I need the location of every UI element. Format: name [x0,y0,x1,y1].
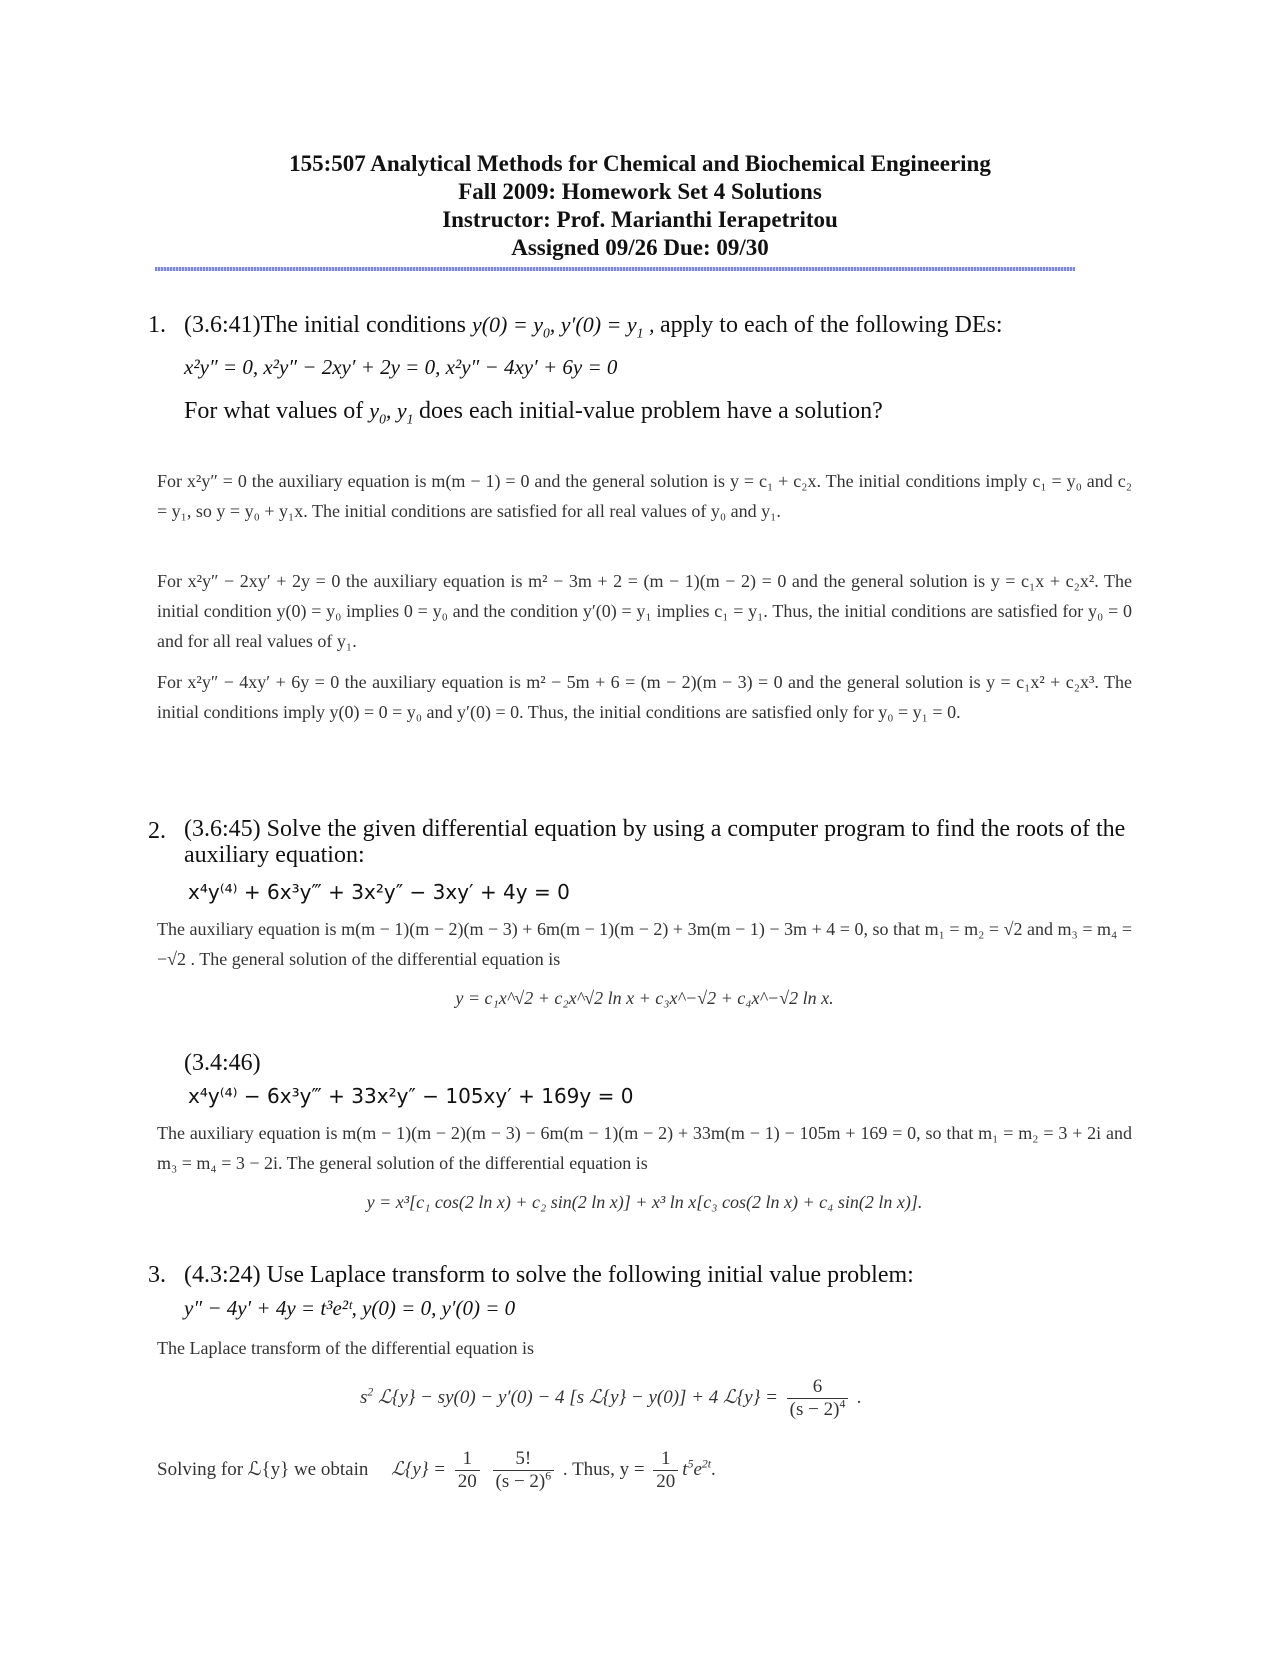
question-text: For what values of [184,398,364,424]
q2-general-solution: y = c₁x^√2 + c₂x^√2 ln x + c₃x^−√2 + c₄x^−√2 ln x. [455,988,834,1008]
q2-solution: The auxiliary equation is m(m − 1)(m − 2)(m − 3) + 6m(m − 1)(m − 2) + 3m(m − 1) − 3m + 4 = 0, so that m₁ = m₂ = √2 and m₃ = m₄ = −√2 . The general solution of the differential equation is [157,919,1132,969]
question-1-followup: For what values of $y_0$, $y_1$ does each initial-value problem have a solution? [184,398,883,427]
course-title: 155:507 Analytical Methods for Chemical and Biochemical Engineering [289,151,991,176]
question-number: 2. [148,818,166,844]
q1-equations: x²y″ = 0, x²y″ − 2xy′ + 2y = 0, x²y″ − 4xy′ + 6y = 0 [184,355,618,379]
homework-title: Fall 2009: Homework Set 4 Solutions [458,179,822,204]
q3-solution-intro: The Laplace transform of the differential equation is [157,1338,535,1358]
question-number: 1. [148,312,166,338]
header-divider [155,267,1075,271]
dates-line: Assigned 09/26 Due: 09/30 [511,235,769,260]
question-text: (3.6:45) Solve the given differential equation by using a computer program to find the roots of the auxiliary equation: [184,816,1126,868]
question-number: 3. [148,1262,166,1288]
q1-solution-2: For x²y″ − 2xy′ + 2y = 0 the auxiliary equation is m² − 3m + 2 = (m − 1)(m − 2) = 0 and the general solution is y = c₁x + c₂x². The initial condition y(0) = y₀ implies 0 = y₀ and the condition y′(0) = y₁ implies c₁ = y₁. Thus, the initial conditions are satisfied for y₀ = 0 and for all real values of y₁. [157,571,1132,651]
question-1: 1. (3.6:41)The initial conditions $y(0) = y_0$, $y'(0) = y_1$ , apply to each of the following DEs: [148,312,1003,341]
q2b-general-solution: y = x³[c₁ cos(2 ln x) + c₂ sin(2 ln x)] + x³ ln x[c₃ cos(2 ln x) + c₄ sin(2 ln x)]. [366,1192,923,1212]
question-text: (3.6:41)The initial conditions [184,312,466,338]
question-text: apply to each of the following DEs: [659,312,1003,338]
sub-question-label: (3.4:46) [184,1050,261,1076]
question-text: (4.3:24) Use Laplace transform to solve the following initial value problem: [184,1262,914,1288]
q2b-solution: The auxiliary equation is m(m − 1)(m − 2)(m − 3) − 6m(m − 1)(m − 2) + 33m(m − 1) − 105m + 169 = 0, so that m₁ = m₂ = 3 + 2i and m₃ = m₄ = 3 − 2i. The general solution of the differential equation is [157,1123,1132,1173]
q1-solution-1: For x²y″ = 0 the auxiliary equation is m(m − 1) = 0 and the general solution is y = c₁ + c₂x. The initial conditions imply c₁ = y₀ and c₂ = y₁, so y = y₀ + y₁x. The initial conditions are satisfied for all real values of y₀ and y₁. [157,471,1132,521]
q3-laplace-equation: $s^2$ ℒ{y} − sy(0) − y′(0) − 4 [s ℒ{y} − y(0)] + 4 ℒ{y} = $\frac{6}{(s - 2)^4}$ . [360,1376,862,1420]
q1-solution-3: For x²y″ − 4xy′ + 6y = 0 the auxiliary equation is m² − 5m + 6 = (m − 2)(m − 3) = 0 and the general solution is y = c₁x² + c₂x³. The initial conditions imply y(0) = 0 = y₀ and y′(0) = 0. Thus, the initial conditions are satisfied only for y₀ = y₁ = 0. [157,672,1132,722]
question-3 [148,1260,1138,1290]
document-header [0,150,1280,262]
q3-equation: y″ − 4y′ + 4y = t³e²ᵗ, y(0) = 0, y′(0) = 0 [184,1296,516,1320]
question-text: does each initial-value problem have a solution? [418,398,883,424]
instructor-line: Instructor: Prof. Marianthi Ierapetritou [442,207,838,232]
question-2 [148,816,1138,868]
q2b-equation: x⁴y⁽⁴⁾ − 6x³y‴ + 33x²y″ − 105xy′ + 169y = 0 [188,1084,634,1108]
q2-equation: x⁴y⁽⁴⁾ + 6x³y‴ + 3x²y″ − 3xy′ + 4y = 0 [188,880,570,904]
q3-final-result: Solving for ℒ{y} we obtain ℒ{y} = $\frac{1}{20}$ $\frac{5!}{(s - 2)^6}$ . Thus, y = $\frac{1}{20}$ $t^5e^{2t}$. [157,1448,716,1492]
